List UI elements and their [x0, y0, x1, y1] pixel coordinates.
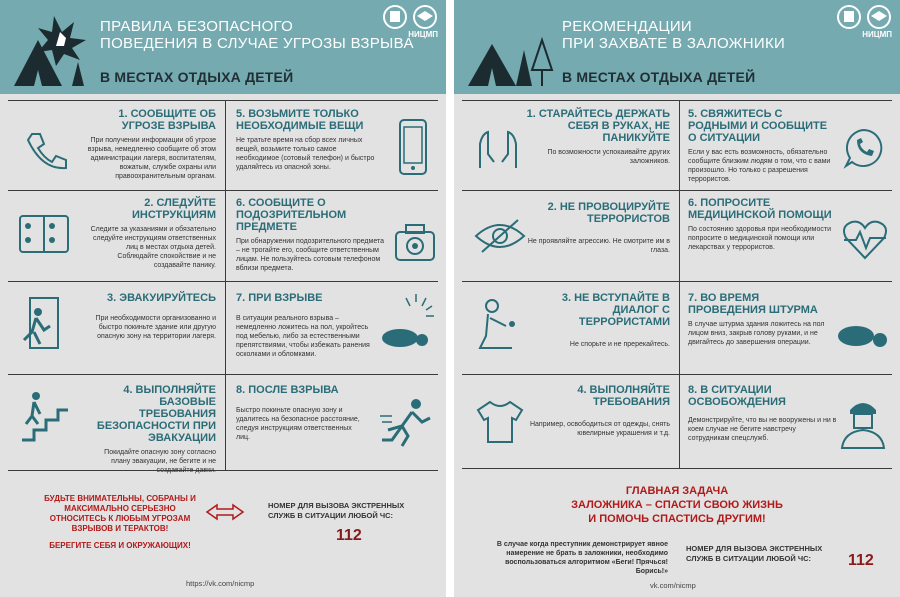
- camp-tent-trees-icon: [462, 10, 556, 90]
- column-divider: [679, 100, 680, 468]
- stairs-exit-icon: [18, 388, 70, 446]
- rule-item-6: [688, 197, 838, 252]
- rule-text: Быстро покиньте опасную зону и удалитесь на безопасное расстояние, следуя инструкциям ответственных лиц.: [236, 407, 360, 441]
- divider: [8, 281, 438, 282]
- special-forces-officer-icon: [838, 396, 888, 450]
- running-person-icon: [378, 396, 436, 450]
- rule-text: Покидайте опасную зону согласно плану эвакуации, не бегите и не создавайте давки.: [104, 449, 216, 474]
- rule-item-5: [236, 108, 376, 172]
- poster-hostage: [454, 0, 900, 597]
- title-line: РЕКОМЕНДАЦИИ: [562, 18, 693, 35]
- rule-text: При обнаружении подозрительного предмета – не трогайте его, сообщите ответственным лицам. Не пользуйтесь сотовым телефоном вблизи предмета.: [236, 238, 384, 272]
- evacuation-exit-icon: [20, 296, 64, 352]
- whatsapp-icon: [842, 126, 886, 170]
- rule-heading: 3. НЕ ВСТУПАЙТЕ В ДИАЛОГ С ТЕРРОРИСТАМИ: [561, 292, 670, 328]
- lying-face-down-icon: [834, 312, 890, 352]
- divider: [8, 190, 438, 191]
- rule-heading: 4. ВЫПОЛНЯЙТЕ ТРЕБОВАНИЯ: [577, 384, 670, 408]
- rule-item-1: [520, 108, 670, 166]
- emergency-number: 112: [848, 552, 874, 569]
- rule-item-7: [236, 292, 376, 359]
- rule-heading: 7. ПРИ ВЗРЫВЕ: [236, 292, 323, 304]
- rule-text: При необходимости организованно и быстро покиньте здание или другую опасную зону на территории лагеря.: [95, 315, 216, 340]
- rule-item-8: [236, 384, 366, 442]
- poster-header: [0, 0, 446, 94]
- divider: [8, 470, 438, 471]
- logo-text: НИЦМП: [408, 30, 438, 39]
- organization-logos-icon: [836, 4, 894, 32]
- title-line: ПРАВИЛА БЕЗОПАСНОГО: [100, 18, 294, 35]
- emergency-number-label: НОМЕР ДЛЯ ВЫЗОВА ЭКСТРЕННЫХ СЛУЖБ В СИТУАЦИИ ЛЮБОЙ ЧС:: [686, 544, 823, 563]
- rule-text: По состоянию здоровья при необходимости попросите о медицинской помощи или лекарствах у террористов.: [688, 226, 831, 251]
- instructions-icon: [18, 212, 70, 258]
- double-arrow-icon: [205, 503, 245, 521]
- rule-item-6: [236, 197, 388, 273]
- title-line: ПОВЕДЕНИЯ В СЛУЧАЕ УГРОЗЫ ВЗРЫВА: [100, 35, 414, 52]
- lying-down-explosion-icon: [376, 292, 438, 354]
- rule-text: Демонстрируйте, что вы не вооружены и ни в коем случае не бегите навстречу сотрудникам спецслужб.: [688, 417, 837, 442]
- organization-logos-icon: [382, 4, 440, 32]
- poster-title: [100, 18, 414, 52]
- rule-heading: 1. СООБЩИТЕ ОБ УГРОЗЕ ВЗРЫВА: [118, 108, 216, 132]
- divider: [462, 100, 892, 101]
- source-link[interactable]: vk.com/nicmp: [650, 581, 696, 590]
- rule-text: В ситуации реального взрыва – немедленно ложитесь на пол, укройтесь под мебелью, либо за естественными препятствиями, чтобы избежать ранения осколками и обломками.: [236, 315, 370, 358]
- rule-heading: 1. СТАРАЙТЕСЬ ДЕРЖАТЬ СЕБЯ В РУКАХ, НЕ ПАНИКУЙТЕ: [526, 108, 670, 144]
- tent-explosion-icon: [8, 10, 92, 90]
- goal-line: ЗАЛОЖНИКА – СПАСТИ СВОЮ ЖИЗНЬ: [571, 499, 783, 511]
- column-divider: [225, 100, 226, 470]
- emergency-number-label: НОМЕР ДЛЯ ВЫЗОВА ЭКСТРЕННЫХ СЛУЖБ В СИТУАЦИИ ЛЮБОЙ ЧС:: [268, 501, 405, 520]
- goal-line: И ПОМОЧЬ СПАСТИСЬ ДРУГИМ!: [588, 513, 766, 525]
- rule-item-4: [84, 384, 216, 475]
- rule-heading: 2. СЛЕДУЙТЕ ИНСТРУКЦИЯМ: [132, 197, 216, 221]
- rule-item-3: [520, 292, 670, 349]
- logo-text: НИЦМП: [862, 30, 892, 39]
- rule-heading: 8. В СИТУАЦИИ ОСВОБОЖДЕНИЯ: [688, 384, 786, 408]
- poster-explosion-threat: [0, 0, 446, 597]
- main-goal: [462, 484, 892, 526]
- rule-text: Не проявляйте агрессию. Не смотрите им в глаза.: [527, 238, 670, 254]
- rule-item-3: [84, 292, 216, 341]
- divider: [462, 281, 892, 282]
- rule-item-5: [688, 108, 838, 184]
- rule-text: В случае штурма здания ложитесь на пол лицом вниз, закрыв голову руками, и не двигайтесь до завершения операции.: [688, 321, 825, 346]
- rule-heading: 5. ВОЗЬМИТЕ ТОЛЬКО НЕОБХОДИМЫЕ ВЕЩИ: [236, 108, 364, 132]
- rule-item-7: [688, 292, 838, 347]
- phone-call-icon: [22, 128, 70, 172]
- rule-text: При получении информации об угрозе взрыва, немедленно сообщите об этом администрации лагеря, воспитателям, вожатым, службе охраны или правоохранительным органам.: [87, 137, 216, 180]
- eye-crossed-icon: [474, 216, 526, 256]
- rule-heading: 6. СООБЩИТЕ О ПОДОЗРИТЕЛЬНОМ ПРЕДМЕТЕ: [236, 197, 347, 233]
- poster-subtitle: В МЕСТАХ ОТДЫХА ДЕТЕЙ: [562, 69, 756, 85]
- divider: [462, 374, 892, 375]
- divider: [8, 100, 438, 101]
- source-link[interactable]: https://vk.com/nicmp: [186, 579, 255, 588]
- rule-text: Если у вас есть возможность, обязательно сообщите близким людям о том, что с вами произошло. Но только с разрешения террористов.: [688, 149, 831, 183]
- rule-text: Не спорьте и не пререкайтесь.: [569, 341, 670, 348]
- emergency-number: 112: [336, 527, 362, 544]
- goal-line: ГЛАВНАЯ ЗАДАЧА: [625, 485, 729, 497]
- rule-heading: 4. ВЫПОЛНЯЙТЕ БАЗОВЫЕ ТРЕБОВАНИЯ БЕЗОПАСНОСТИ ПРИ ЭВАКУАЦИИ: [96, 384, 216, 444]
- rule-heading: 7. ВО ВРЕМЯ ПРОВЕДЕНИЯ ШТУРМА: [688, 292, 818, 316]
- rule-item-2: [84, 197, 216, 270]
- divider: [462, 190, 892, 191]
- rule-item-1: [84, 108, 216, 181]
- divider: [8, 374, 438, 375]
- rule-item-4: [520, 384, 670, 438]
- warning-text-2: БЕРЕГИТЕ СЕБЯ И ОКРУЖАЮЩИХ!: [49, 541, 191, 550]
- rule-heading: 6. ПОПРОСИТЕ МЕДИЦИНСКОЙ ПОМОЩИ: [688, 197, 832, 221]
- t-shirt-icon: [476, 398, 524, 444]
- run-hide-fight-note: В случае когда преступник демонстрирует явное намерение не брать в заложники, необходимо воспользоваться алгоритмом «Беги! Прячься! Борись!»: [496, 541, 668, 575]
- suspicious-bag-icon: [392, 220, 438, 264]
- rule-item-8: [688, 384, 838, 443]
- title-line: ПРИ ЗАХВАТЕ В ЗАЛОЖНИКИ: [562, 35, 786, 52]
- rule-heading: 8. ПОСЛЕ ВЗРЫВА: [236, 384, 339, 396]
- warning-text: БУДЬТЕ ВНИМАТЕЛЬНЫ, СОБРАНЫ И МАКСИМАЛЬНО СЕРЬЕЗНО ОТНОСИТЕСЬ К ЛЮБЫМ УГРОЗАМ ВЗРЫВОВ И ТЕРАКТОВ!: [44, 494, 196, 533]
- rule-heading: 2. НЕ ПРОВОЦИРУЙТЕ ТЕРРОРИСТОВ: [547, 201, 670, 225]
- kneeling-person-icon: [476, 296, 526, 354]
- poster-title: [562, 18, 785, 52]
- heart-pulse-icon: [840, 216, 890, 262]
- rule-item-2: [520, 201, 670, 255]
- rule-heading: 3. ЭВАКУИРУЙТЕСЬ: [107, 292, 216, 304]
- rule-text: Не тратьте время на сбор всех личных вещей, возьмите только самое необходимое (сотовый телефон) и быстро удаляйтесь из опасной зоны.: [236, 137, 375, 171]
- divider: [462, 468, 892, 469]
- rule-text: Следите за указаниями и обязательно следуйте инструкциям ответственных лиц в местах отдыха детей. Соблюдайте спокойствие и не создавайте панику.: [90, 226, 216, 269]
- poster-header: [454, 0, 900, 94]
- rule-text: По возможности успокаивайте других заложников.: [547, 149, 670, 165]
- rule-text: Например, освободиться от одежды, снять ювелирные украшения и т.д.: [529, 421, 670, 437]
- poster-subtitle: В МЕСТАХ ОТДЫХА ДЕТЕЙ: [100, 69, 294, 85]
- rule-heading: 5. СВЯЖИТЕСЬ С РОДНЫМИ И СООБЩИТЕ О СИТУАЦИИ: [688, 108, 828, 144]
- calm-hands-icon: [474, 124, 522, 172]
- mobile-phone-icon: [398, 118, 428, 178]
